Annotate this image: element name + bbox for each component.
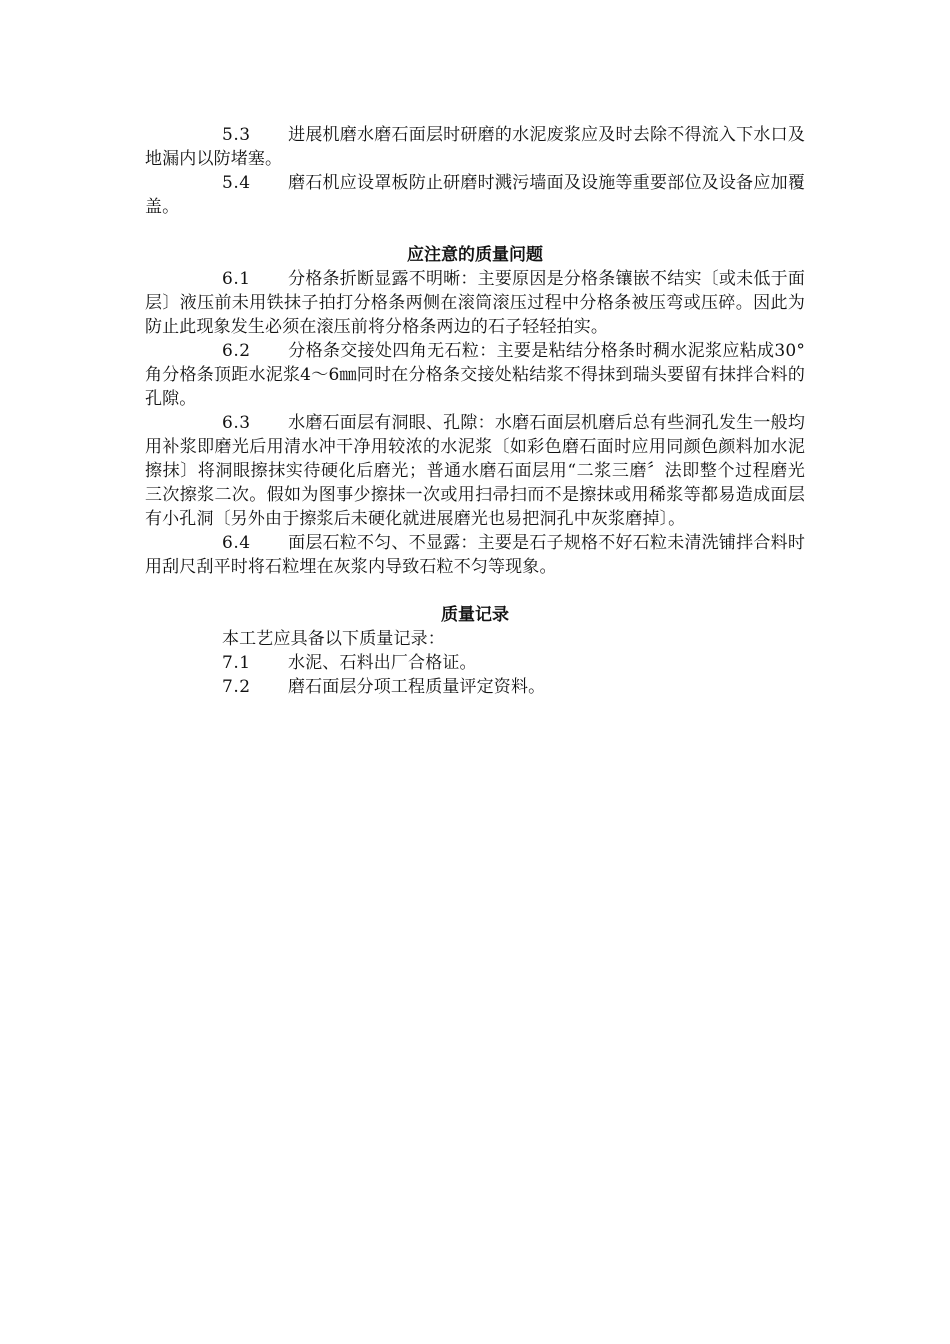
- clause-number: 5.3: [222, 125, 251, 145]
- section-7-intro: 本工艺应具备以下质量记录：: [222, 629, 445, 649]
- clause-text: 进展机磨水磨石面层时研磨的水泥废浆应及时去除不得流入下水口及地漏内以防堵塞。: [145, 125, 805, 169]
- clause-number: 7.2: [222, 677, 251, 697]
- clause-text: 水磨石面层有洞眼、孔隙：水磨石面层机磨后总有些洞孔发生一般均用补浆即磨光后用清水冲干净用较浓的水泥浆〔如彩色磨石面时应用同颜色颜料加水泥擦抹〕将洞眼擦抹实待硬化后磨光；普通水磨石面层用“二浆三磨〞法即整个过程磨光三次擦浆二次。假如为图事少擦抹一次或用扫帚扫而不是擦抹或用稀浆等都易造成面层有小孔洞〔另外由于擦浆后未硬化就进展磨光也易把洞孔中灰浆磨掉〕。: [145, 413, 805, 529]
- clause-6-4: [145, 531, 805, 579]
- clause-text: 分格条折断显露不明晰：主要原因是分格条镶嵌不结实〔或未低于面层〕液压前未用铁抹子拍打分格条两侧在滚筒滚压过程中分格条被压弯或压碎。因此为防止此现象发生必须在滚压前将分格条两边的石子轻轻拍实。: [145, 269, 805, 337]
- clause-text: 面层石粒不匀、不显露：主要是石子规格不好石粒未清洗铺拌合料时用刮尺刮平时将石粒埋在灰浆内导致石粒不匀等现象。: [145, 533, 805, 577]
- clause-text: 分格条交接处四角无石粒：主要是粘结分格条时稠水泥浆应粘成30°角分格条顶距水泥浆4～6㎜同时在分格条交接处粘结浆不得抹到瑞头要留有抹拌合料的孔隙。: [145, 341, 805, 409]
- clause-number: 6.3: [222, 413, 251, 433]
- clause-7-2: [145, 675, 805, 699]
- clause-number: 6.4: [222, 533, 251, 553]
- clause-6-3: [145, 411, 805, 531]
- clause-5-4: [145, 171, 805, 219]
- clause-6-1: [145, 267, 805, 339]
- clause-number: 6.2: [222, 341, 251, 361]
- clause-number: 5.4: [222, 173, 251, 193]
- clause-text: 磨石机应设罩板防止研磨时溅污墙面及设施等重要部位及设备应加覆盖。: [145, 173, 805, 217]
- clause-5-3: [145, 123, 805, 171]
- clause-number: 7.1: [222, 653, 251, 673]
- section-6-title: 应注意的质量问题: [407, 245, 543, 265]
- document-page: [145, 123, 805, 699]
- clause-text: 水泥、石料出厂合格证。: [288, 653, 477, 673]
- clause-number: 6.1: [222, 269, 251, 289]
- clause-text: 磨石面层分项工程质量评定资料。: [288, 677, 546, 697]
- clause-7-1: [145, 651, 805, 675]
- section-7-title: 质量记录: [441, 605, 509, 625]
- clause-6-2: [145, 339, 805, 411]
